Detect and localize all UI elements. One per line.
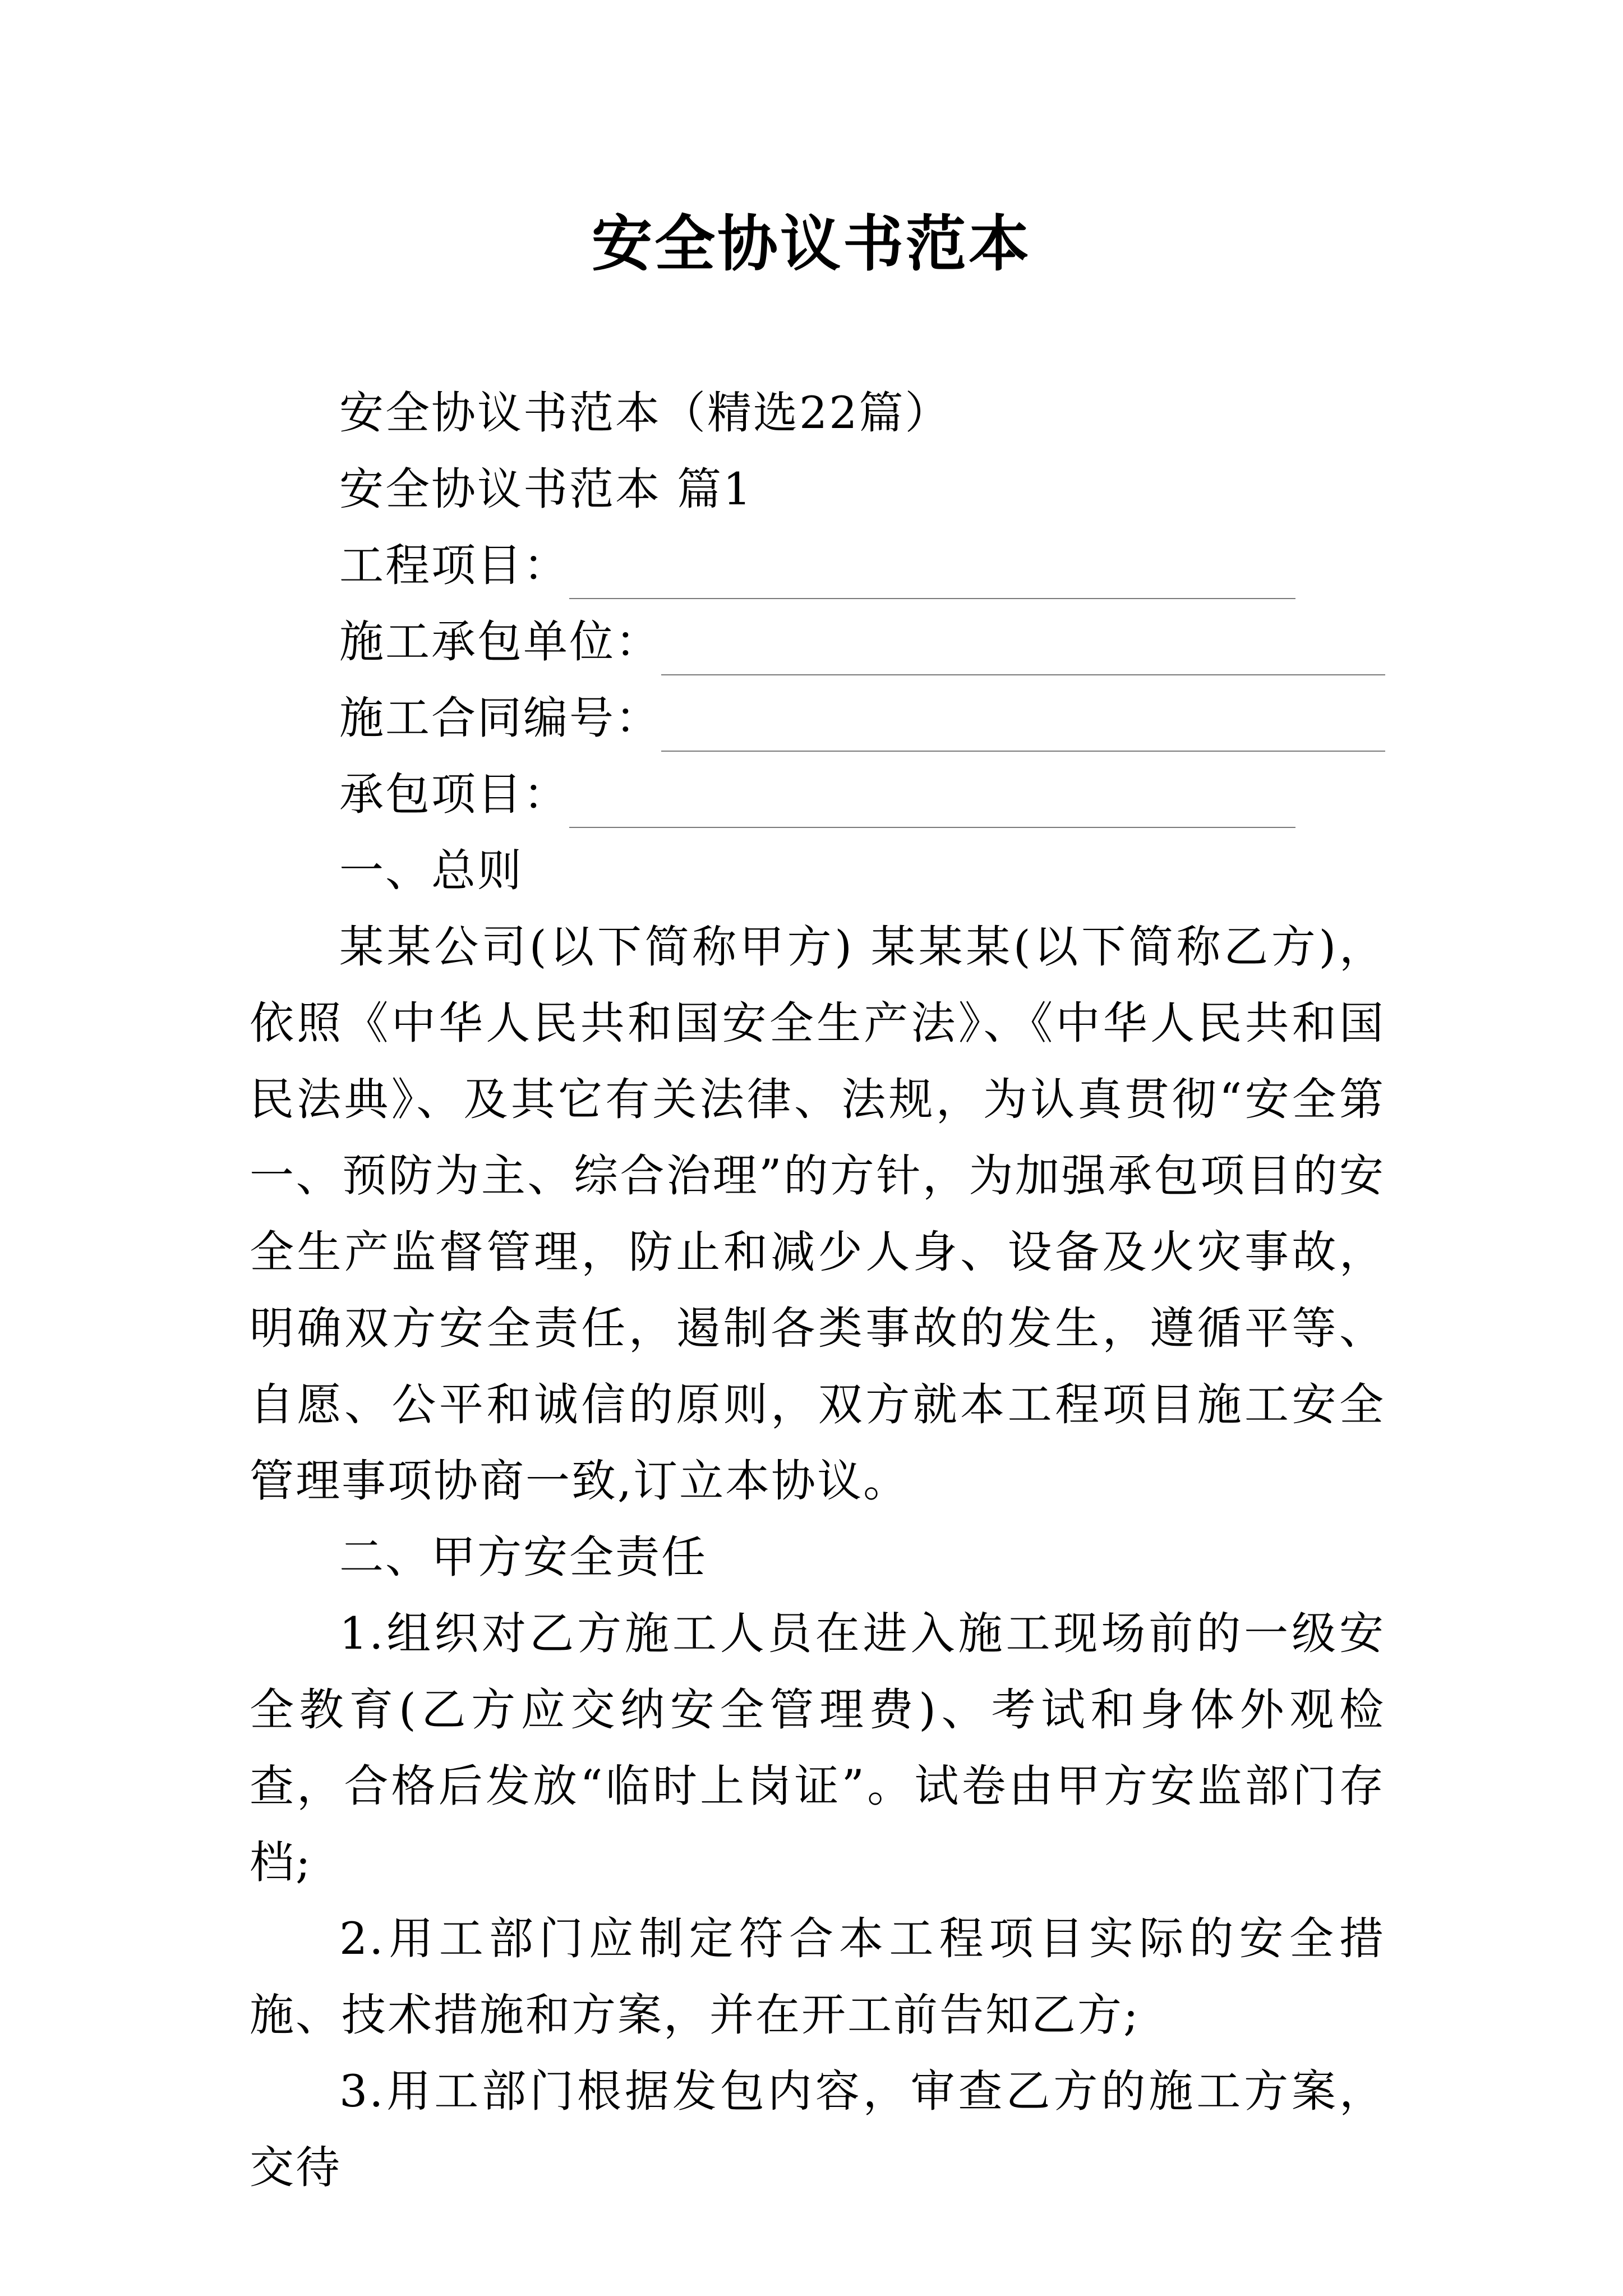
field-contractor	[250, 604, 1385, 680]
field-project-blank[interactable]	[569, 549, 1295, 599]
field-contractor-label: 施工承包单位：	[339, 616, 661, 668]
field-project-label: 工程项目：	[339, 540, 569, 591]
field-contract-project-blank[interactable]	[569, 777, 1295, 828]
document-title: 安全协议书范本	[591, 209, 1031, 279]
heading-general: 一、总则	[339, 845, 523, 896]
list-item-1: 1.组织对乙方施工人员在进入施工现场前的一级安全教育(乙方应交纳安全管理费)、考试和身体外观检查，合格后发放“临时上岗证”。试卷由甲方安监部门存档;	[250, 1608, 1385, 1888]
section-heading: 安全协议书范本 篇1	[339, 463, 753, 515]
field-contract-project	[250, 756, 1385, 832]
heading-party-a: 二、甲方安全责任	[339, 1531, 707, 1583]
document-body	[250, 375, 1385, 2206]
field-contractor-blank[interactable]	[661, 625, 1385, 675]
paragraph-general: 某某公司(以下简称甲方) 某某某(以下简称乙方)，依照《中华人民共和国安全生产法》、《中华人民共和国民法典》、及其它有关法律、法规，为认真贯彻“安全第一、预防为主、综合治理”的方针，为加强承包项目的安全生产监督管理，防止和减少人身、设备及火灾事故，明确双方安全责任，遏制各类事故的发生，遵循平等、自愿、公平和诚信的原则，双方就本工程项目施工安全管理事项协商一致,订立本协议。	[250, 921, 1385, 1507]
field-project	[250, 527, 1385, 604]
field-contract-number-blank[interactable]	[661, 701, 1385, 752]
field-contract-project-label: 承包项目：	[339, 769, 569, 820]
document-subtitle: 安全协议书范本（精选22篇）	[339, 387, 951, 439]
list-item-2: 2.用工部门应制定符合本工程项目实际的安全措施、技术措施和方案，并在开工前告知乙方;	[250, 1913, 1385, 2041]
field-contract-number-label: 施工合同编号：	[339, 692, 661, 744]
field-contract-number	[250, 680, 1385, 756]
list-item-3: 3.用工部门根据发包内容，审查乙方的施工方案，交待	[250, 2065, 1385, 2193]
